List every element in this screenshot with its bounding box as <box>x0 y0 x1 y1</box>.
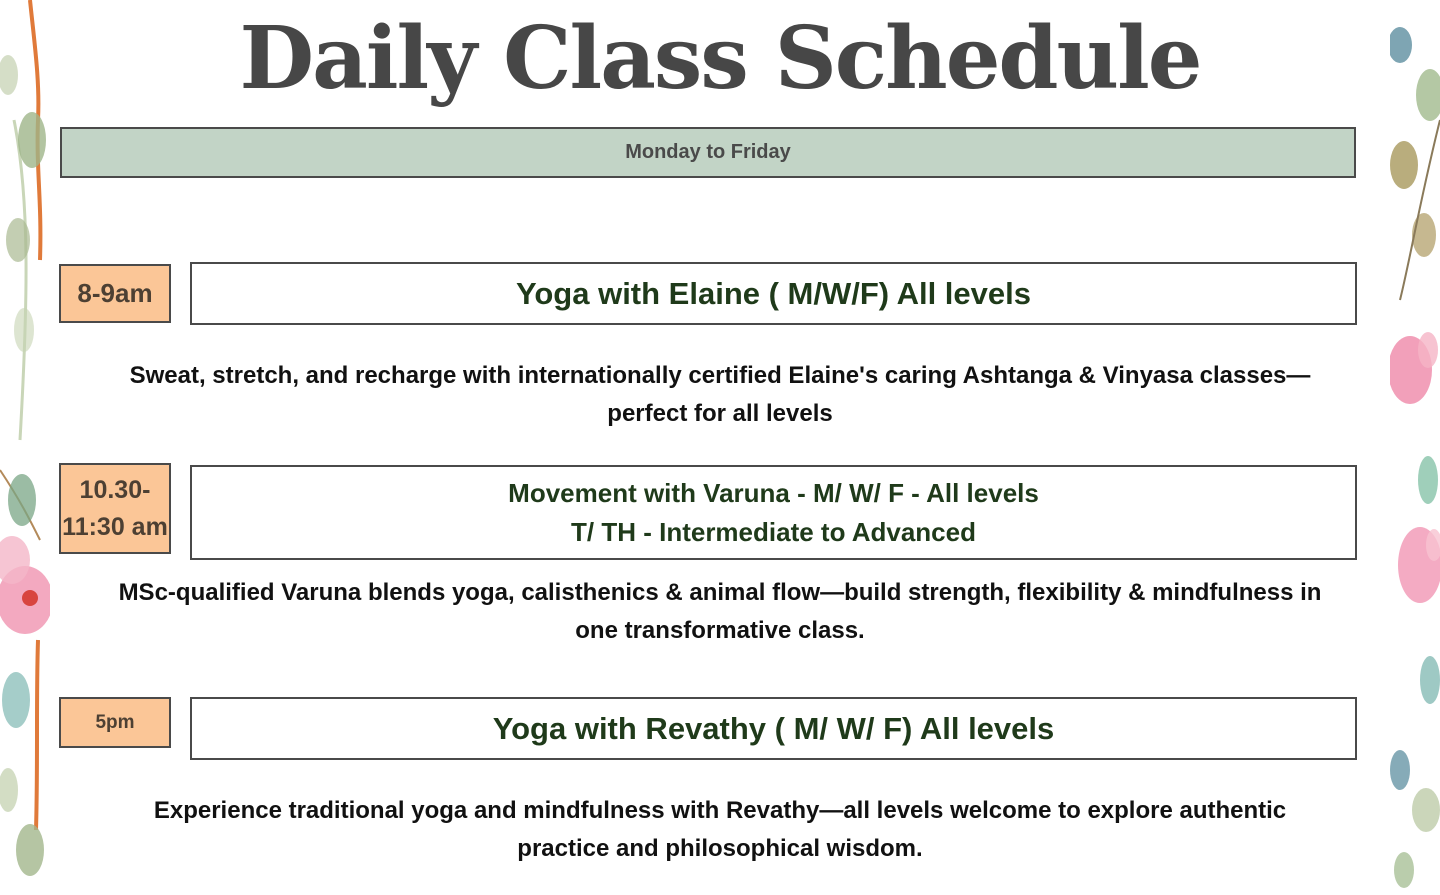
class-time-label: 5pm <box>95 711 135 733</box>
class-time-label: 8-9am <box>77 278 153 308</box>
class-description-line: practice and philosophical wisdom. <box>517 835 923 862</box>
class-time-label: 11:30 am <box>62 512 168 541</box>
class-description-line: Experience traditional yoga and mindfulness with Revathy—all levels welcome to explore authentic <box>153 797 1287 824</box>
class-time-badge <box>59 264 171 323</box>
class-title: T/ TH - Intermediate to Advanced <box>571 516 976 547</box>
class-description-line: MSc-qualified Varuna blends yoga, calisthenics & animal flow—build strength, flexibility & mindfulness in <box>118 579 1322 606</box>
class-title: Movement with Varuna - M/ W/ F - All levels <box>508 477 1039 508</box>
page-title: Daily Class Schedule <box>239 8 1201 109</box>
class-description-line: Sweat, stretch, and recharge with internationally certified Elaine's caring Ashtanga & Vinyasa classes— <box>129 362 1311 389</box>
class-time-label: 10.30- <box>79 475 151 504</box>
days-label: Monday to Friday <box>625 141 791 163</box>
class-description-line: perfect for all levels <box>607 400 833 427</box>
class-description <box>80 357 1360 433</box>
class-title-box <box>190 697 1357 760</box>
class-title-box <box>190 465 1357 560</box>
class-title: Yoga with Elaine ( M/W/F) All levels <box>515 275 1031 311</box>
class-title-box <box>190 262 1357 325</box>
class-time-badge <box>59 463 171 554</box>
class-description <box>80 574 1360 650</box>
class-time-badge <box>59 697 171 748</box>
class-description <box>80 792 1360 868</box>
left-floral-border <box>0 0 50 895</box>
right-floral-border <box>1390 0 1440 895</box>
class-title: Yoga with Revathy ( M/ W/ F) All levels <box>492 710 1055 746</box>
days-banner <box>60 127 1356 178</box>
class-description-line: one transformative class. <box>575 617 865 644</box>
